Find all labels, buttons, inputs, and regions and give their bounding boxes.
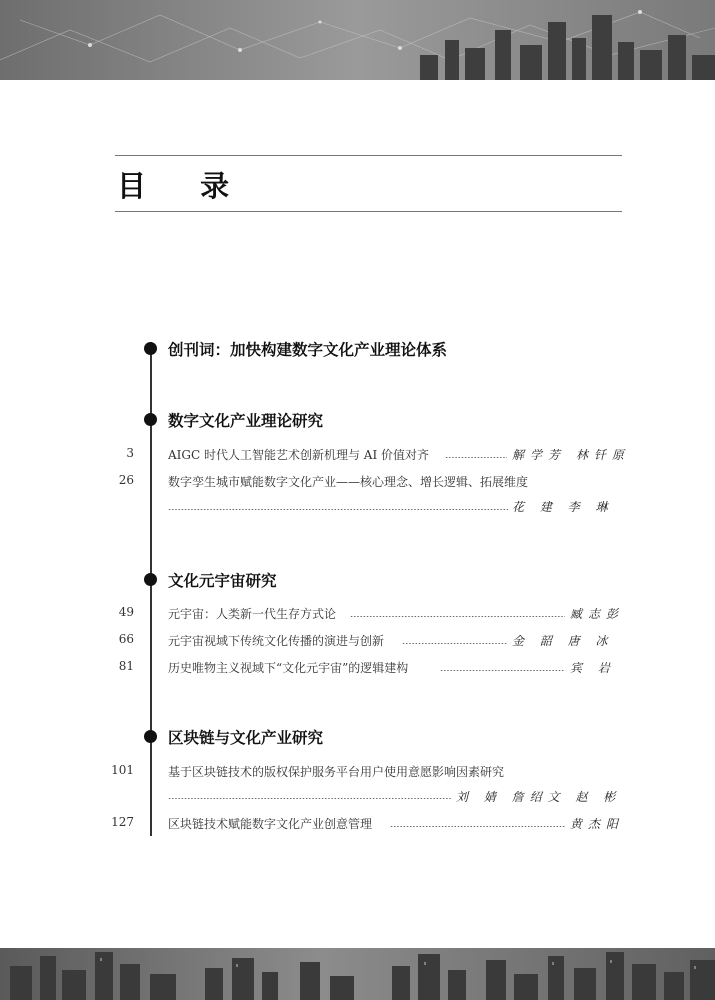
section-bullet-icon (144, 342, 157, 355)
toc-entry-authors: 花 建 李 琳 (512, 500, 614, 514)
section-title-inaugural[interactable]: 创刊词：加快构建数字文化产业理论体系 (168, 341, 448, 359)
toc-entry-title[interactable]: 数字孪生城市赋能数字文化产业——核心理念、增长逻辑、拓展维度 (168, 475, 529, 489)
toc-entry-authors: 宾 岩 (570, 661, 616, 675)
toc-entry-title[interactable]: 历史唯物主义视域下“文化元宇宙”的逻辑建构 (168, 661, 409, 675)
toc-entry-authors: 黄杰阳 (570, 817, 625, 831)
toc-page-number: 49 (118, 605, 134, 619)
dot-leader (168, 509, 508, 510)
dot-leader (350, 616, 565, 617)
section-title-theory[interactable]: 数字文化产业理论研究 (168, 412, 324, 430)
toc-entry-authors: 解学芳 林钎原 (512, 448, 630, 462)
toc-page-number: 26 (118, 473, 134, 487)
bottom-decorative-banner (0, 948, 715, 1000)
toc-entry-title[interactable]: 元宇宙：人类新一代生存方式论 (168, 607, 337, 621)
toc-entry-authors: 金 韶 唐 冰 (512, 634, 614, 648)
toc-entry-title[interactable]: 元宇宙视域下传统文化传播的演进与创新 (168, 634, 385, 648)
dot-leader (445, 457, 507, 458)
title-top-rule (115, 155, 622, 156)
toc-page-number: 127 (111, 815, 134, 829)
title-bottom-rule (115, 211, 622, 212)
toc-entry-title[interactable]: 区块链技术赋能数字文化产业创意管理 (168, 817, 373, 831)
toc-entry-title[interactable]: AIGC 时代人工智能艺术创新机理与 AI 价值对齐 (168, 448, 430, 462)
toc-entry-authors: 刘 婧 詹绍文 赵 彬 (456, 790, 622, 804)
section-bullet-icon (144, 730, 157, 743)
toc-page-number: 81 (118, 659, 134, 673)
page-title: 目 录 (117, 169, 252, 203)
toc-entry-authors: 臧志彭 (570, 607, 625, 621)
section-bullet-icon (144, 413, 157, 426)
dot-leader (168, 798, 451, 799)
section-title-blockchain[interactable]: 区块链与文化产业研究 (168, 729, 324, 747)
section-title-metaverse[interactable]: 文化元宇宙研究 (168, 572, 277, 590)
toc-page-number: 3 (126, 446, 134, 460)
toc-entry-title[interactable]: 基于区块链技术的版权保护服务平台用户使用意愿影响因素研究 (168, 765, 505, 779)
toc-page-number: 66 (118, 632, 134, 646)
toc-page-number: 101 (111, 763, 134, 777)
dot-leader (390, 826, 565, 827)
dot-leader (440, 670, 565, 671)
section-bullet-icon (144, 573, 157, 586)
dot-leader (402, 643, 507, 644)
top-decorative-banner (0, 0, 715, 80)
